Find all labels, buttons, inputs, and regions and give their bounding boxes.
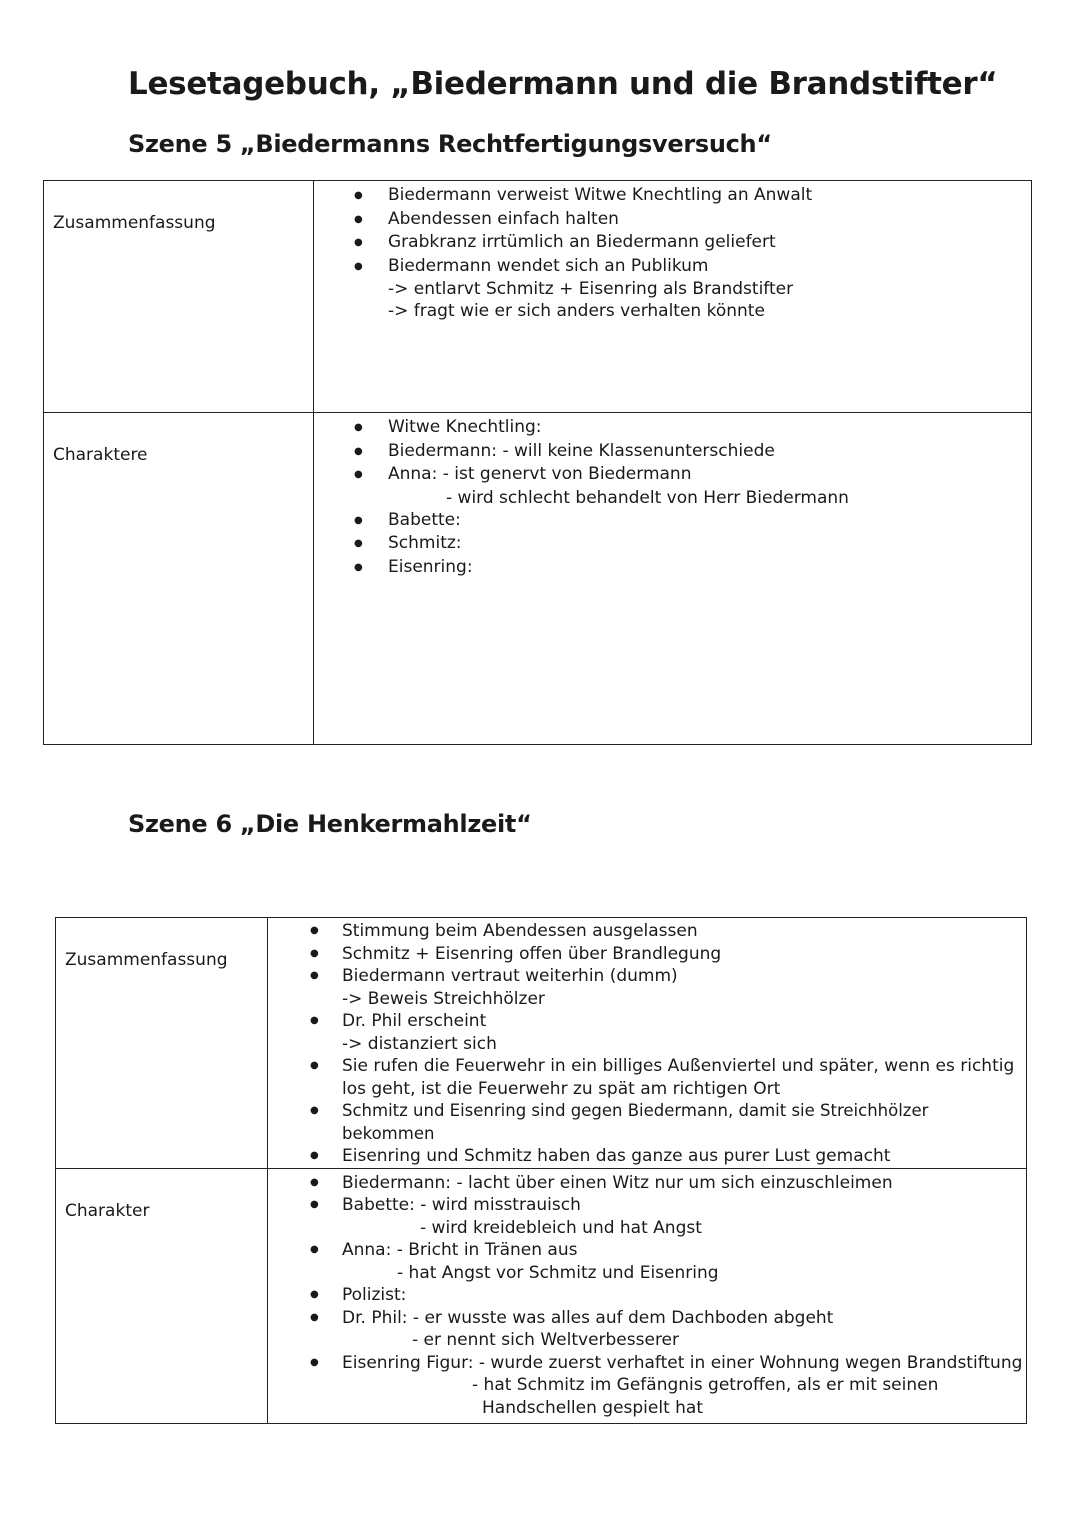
list-item-subline: - er nennt sich Weltverbesserer [412, 1330, 680, 1350]
list-item [268, 1284, 1026, 1307]
list-item [314, 440, 1031, 464]
list-item-text: Eisenring Figur: - wurde zuerst verhaftet in einer Wohnung wegen Brandstiftung [342, 1352, 1023, 1373]
list-item [268, 1100, 1026, 1145]
scene-6-table [55, 917, 1027, 1424]
scene-5-characters-cell [314, 413, 1032, 745]
list-item-text: Dr. Phil erscheint [342, 1011, 487, 1031]
scene-6-heading: Szene 6 „Die Henkermahlzeit“ [128, 810, 532, 838]
list-item-subline: Handschellen gespielt hat [482, 1397, 704, 1418]
list-item-text: Anna: - Bricht in Tränen aus [342, 1240, 578, 1260]
summary-label: Zusammenfassung [53, 213, 216, 233]
list-item-subline: -> entlarvt Schmitz + Eisenring als Brandstifter [388, 279, 794, 299]
list-item-subline: -> fragt wie er sich anders verhalten könnte [388, 301, 765, 321]
document-title: Lesetagebuch, „Biedermann und die Brandstifter“ [128, 66, 998, 102]
list-item-subline: - wird schlecht behandelt von Herr Biedermann [446, 487, 849, 508]
scene-5-summary-cell [314, 181, 1032, 413]
scene-6-summary-row [56, 918, 1027, 1169]
scene-5-summary-list [314, 184, 1031, 322]
list-item [314, 532, 1031, 556]
scene-6-characters-label-cell [56, 1168, 268, 1423]
list-item-text: Biedermann wendet sich an Publikum [388, 255, 709, 276]
list-item [314, 255, 1031, 323]
list-item [268, 1010, 1026, 1055]
list-item [314, 509, 1031, 533]
list-item-text: Grabkranz irrtümlich an Biedermann geliefert [388, 232, 776, 252]
scene-6-summary-list [268, 920, 1026, 1168]
scene-5-characters-list [314, 416, 1031, 579]
list-item-text: Biedermann: - lacht über einen Witz nur um sich einzuschleimen [342, 1172, 893, 1193]
list-item-subline: - hat Angst vor Schmitz und Eisenring [397, 1262, 719, 1283]
scene-5-summary-row [44, 181, 1032, 413]
list-item-text: Abendessen einfach halten [388, 208, 619, 229]
scene-6-characters-cell [268, 1168, 1027, 1423]
list-item-text: Biedermann verweist Witwe Knechtling an Anwalt [388, 185, 813, 205]
list-item-text: Dr. Phil: - er wusste was alles auf dem Dachboden abgeht [342, 1307, 834, 1328]
list-item-text: Schmitz und Eisenring sind gegen Biedermann, damit sie Streichhölzer bekommen [342, 1101, 929, 1143]
list-item [268, 1239, 1026, 1284]
list-item [268, 1307, 1026, 1352]
list-item [268, 1352, 1026, 1420]
list-item-text: Schmitz + Eisenring offen über Brandlegung [342, 943, 722, 964]
summary-label: Zusammenfassung [65, 950, 228, 970]
scene-6-characters-list [268, 1172, 1026, 1420]
characters-label: Charakter [65, 1200, 150, 1221]
list-item-text: Stimmung beim Abendessen ausgelassen [342, 921, 698, 941]
list-item [268, 920, 1026, 943]
list-item-text: Eisenring und Schmitz haben das ganze aus purer Lust gemacht [342, 1146, 891, 1166]
list-item-text: Witwe Knechtling: [388, 417, 542, 437]
list-item [268, 943, 1026, 966]
scene-6-summary-cell [268, 918, 1027, 1169]
list-item-subline: - hat Schmitz im Gefängnis getroffen, als er mit seinen [472, 1375, 939, 1395]
list-item [314, 463, 1031, 509]
list-item [314, 208, 1031, 232]
scene-5-characters-label-cell [44, 413, 314, 745]
list-item-subline: -> Beweis Streichhölzer [342, 988, 545, 1009]
scene-6-summary-label-cell [56, 918, 268, 1169]
list-item-text: Biedermann: - will keine Klassenunterschiede [388, 440, 775, 461]
list-item [268, 1194, 1026, 1239]
list-item-text: Babette: [388, 509, 461, 530]
scene-5-characters-row [44, 413, 1032, 745]
characters-label: Charaktere [53, 445, 148, 465]
list-item [268, 1055, 1026, 1100]
list-item-text: Biedermann vertraut weiterhin (dumm) [342, 966, 678, 986]
list-item [314, 416, 1031, 440]
scene-5-summary-label-cell [44, 181, 314, 413]
list-item [268, 1145, 1026, 1168]
scene-6-characters-row [56, 1168, 1027, 1423]
list-item-subline: - wird kreidebleich und hat Angst [420, 1217, 702, 1238]
list-item-subline: -> distanziert sich [342, 1033, 497, 1054]
list-item-text: Polizist: [342, 1285, 407, 1305]
list-item-text: Sie rufen die Feuerwehr in ein billiges Außenviertel und später, wenn es richtig los geht, ist die Feuerwehr zu spät am richtigen Ort [342, 1056, 1015, 1099]
list-item [314, 231, 1031, 255]
list-item-text: Babette: - wird misstrauisch [342, 1195, 581, 1215]
list-item-text: Eisenring: [388, 556, 473, 577]
scene-5-heading: Szene 5 „Biedermanns Rechtfertigungsversuch“ [128, 130, 772, 158]
list-item [268, 965, 1026, 1010]
list-item-text: Schmitz: [388, 533, 462, 553]
list-item-text: Anna: - ist genervt von Biedermann [388, 464, 692, 484]
list-item [268, 1172, 1026, 1195]
list-item [314, 556, 1031, 580]
list-item [314, 184, 1031, 208]
scene-5-table [43, 180, 1032, 745]
